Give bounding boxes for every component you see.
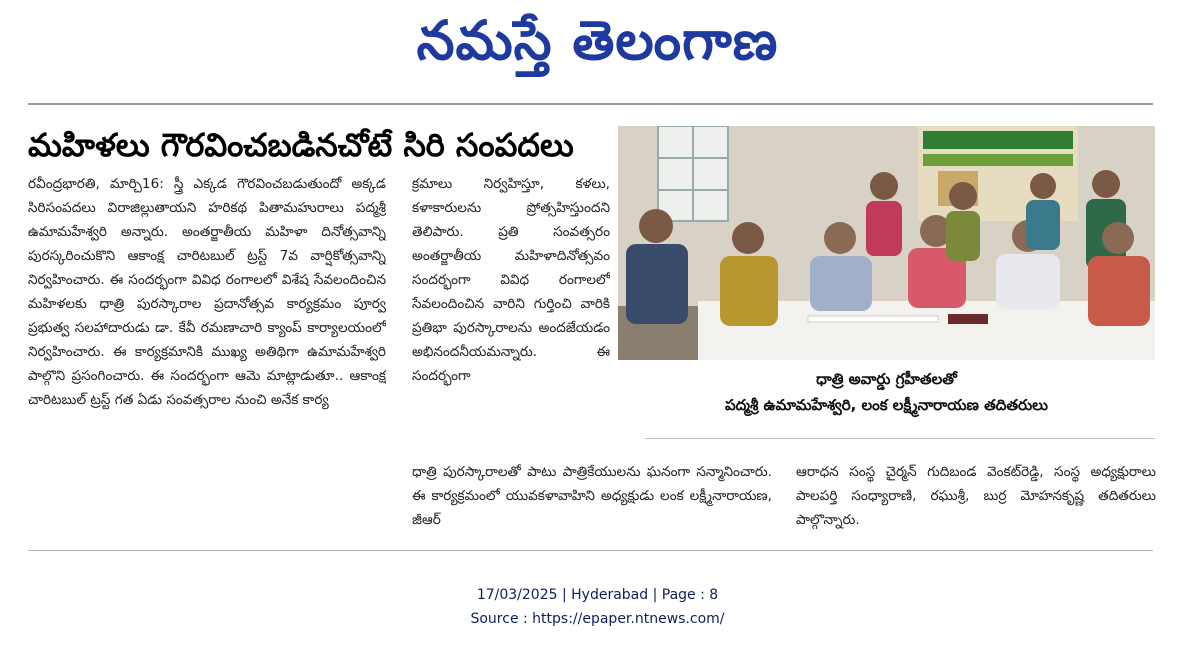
footer-edition-info: 17/03/2025 | Hyderabad | Page : 8 [476,587,719,603]
caption-divider [645,438,1155,439]
footer-source-link[interactable]: Source : https://epaper.ntnews.com/ [470,611,725,627]
photo-caption [618,366,1155,430]
article-text-col4: ఆరాధన సంస్థ చైర్మన్ గుదిబండ వెంకట్‌రెడ్డి, సంస్థ అధ్యక్షురాలు పాలపర్తి సంధ్యారాణి, రఘుశ్రీ, బుర్ర మోహనకృష్ణ తదితరులు పాల్గొన్నారు. [796,464,1156,528]
photo-caption-line-1: ధాత్రి అవార్డు గ్రహీతలతో [816,370,957,388]
article-headline: మహిళలు గౌరవించబడినచోటే సిరి సంపదలు [28,126,574,164]
article-column-1 [28,172,386,542]
masthead-title: నమస్తే తెలంగాణ [416,9,779,72]
footer-divider [28,550,1153,551]
header-divider [28,103,1153,105]
page-footer [0,583,1195,631]
article-text-col3: ధాత్రి పురస్కారాలతో పాటు పాత్రికేయులను ఘనంగా సన్మానించారు. ఈ కార్యక్రమంలో యువకళావాహిని అధ్యక్షుడు లంక లక్ష్మీనారాయణ, జీఆర్ [412,464,772,528]
article-column-2 [412,172,610,462]
photo-caption-line-2: పద్మశ్రీ ఉమామహేశ్వరి, లంక లక్ష్మీనారాయణ తదితరులు [725,396,1048,414]
article-column-3 [412,460,772,544]
event-photo [618,126,1155,360]
article-text-col1: రవీంద్రభారతి, మార్చి16: స్త్రీ ఎక్కడ గౌరవించబడుతుందో అక్కడ సిరిసంపదలు విరాజిల్లుతాయని హరికథ పితామహురాలు పద్మశ్రీ ఉమామహేశ్వరి అన్నారు. అంతర్జాతీయ మహిళా దినోత్సవాన్ని పురస్కరించుకొని ఆకాంక్ష చారిటబుల్ ట్రస్ట్ 7వ వార్షికోత్సవాన్ని నిర్వహించారు. ఈ సందర్భంగా వివిధ రంగాలలో విశేష సేవలందించిన మహిళలకు ధాత్రి పురస్కారాల ప్రదానోత్సవ కార్యక్రమం పూర్వ ప్రభుత్వ సలహాదారుడు డా. కేవీ రమణాచారి క్యాంప్ కార్యాలయంలో నిర్వహించారు. ఈ కార్యక్రమానికి ముఖ్య అతిథిగా ఉమామహేశ్వరి పాల్గొని ప్రసంగించారు. ఈ సందర్భంగా ఆమె మాట్లాడుతూ.. ఆకాంక్ష చారిటబుల్ ట్రస్ట్ గత ఏడు సంవత్సరాల నుంచి అనేక కార్య [28,176,386,408]
article-text-col2: క్రమాలు నిర్వహిస్తూ, కళలు, కళాకారులను ప్రోత్సహిస్తుందని తెలిపారు. ప్రతి సంవత్సరం అంతర్జాతీయ మహిళాదినోత్సవం సందర్భంగా వివిధ రంగాలలో సేవలందించిన వారిని గుర్తించి వారికి ప్రతిభా పురస్కారాలను అందజేయడం అభినందనీయమన్నారు. ఈ సందర్భంగా [412,176,610,384]
article-column-4 [796,460,1156,544]
